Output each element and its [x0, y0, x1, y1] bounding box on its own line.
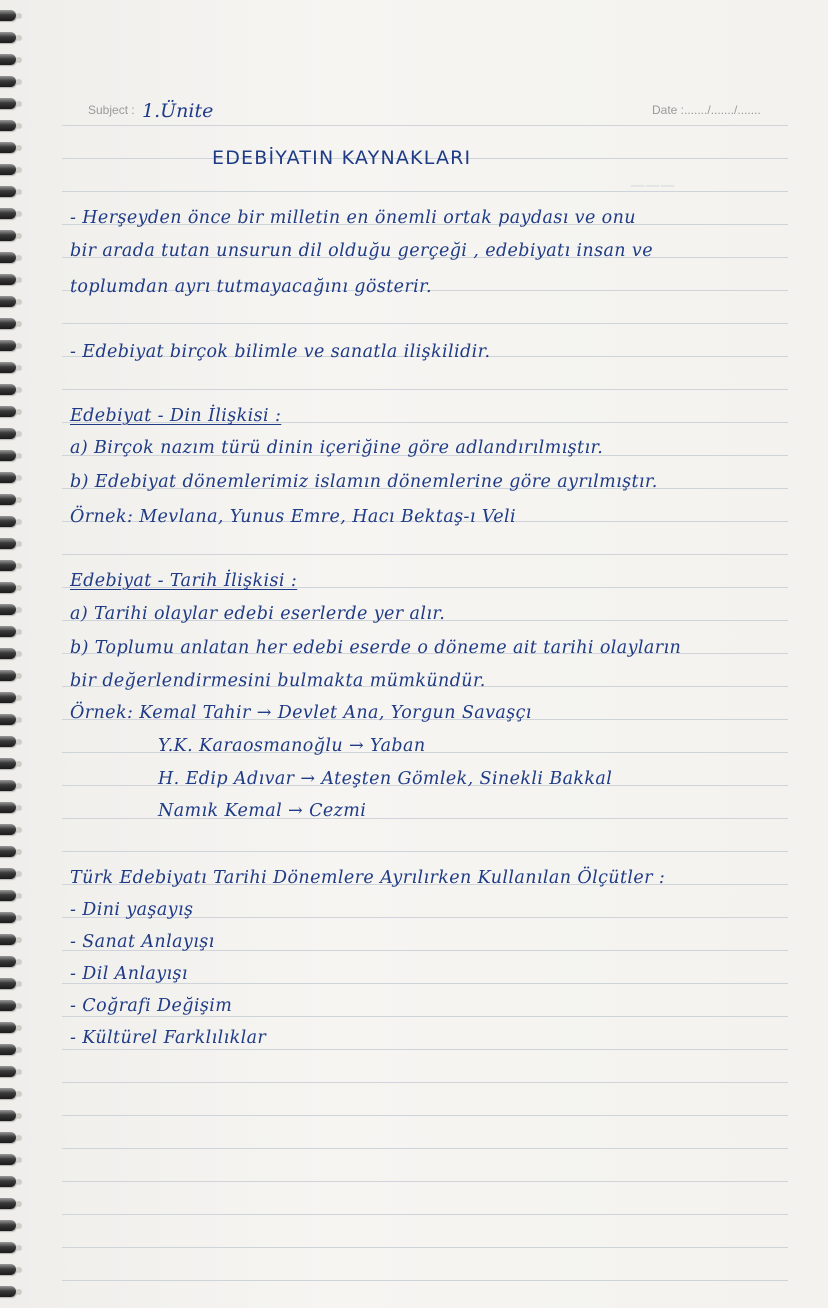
binding-hole [16, 79, 22, 85]
din-heading: Edebiyat - Din İlişkisi : [70, 406, 282, 426]
spiral-coil [0, 10, 16, 21]
binding-hole [16, 321, 22, 327]
spiral-coil [0, 230, 16, 241]
binding-hole [16, 1223, 22, 1229]
binding-hole [16, 453, 22, 459]
spiral-coil [0, 956, 16, 967]
binding-hole [16, 1003, 22, 1009]
binding-hole [16, 1047, 22, 1053]
spiral-coil [0, 890, 16, 901]
spiral-coil [0, 1110, 16, 1121]
din-example: Örnek: Mevlana, Yunus Emre, Hacı Bektaş-ı Veli [70, 507, 517, 527]
ruled-line [62, 554, 788, 555]
ruled-line [62, 1280, 788, 1281]
binding-hole [16, 1025, 22, 1031]
spiral-coil [0, 1044, 16, 1055]
tarih-item-b-line-2: bir değerlendirmesini bulmakta mümkündür. [70, 671, 486, 691]
binding-hole [16, 563, 22, 569]
spiral-coil [0, 186, 16, 197]
binding-hole [16, 299, 22, 305]
binding-hole [16, 1267, 22, 1273]
page-title: EDEBİYATIN KAYNAKLARI [212, 147, 472, 169]
spiral-coil [0, 340, 16, 351]
spiral-coil [0, 274, 16, 285]
spiral-coil [0, 1264, 16, 1275]
spiral-coil [0, 780, 16, 791]
binding-hole [16, 145, 22, 151]
binding-hole [16, 343, 22, 349]
spiral-coil [0, 1286, 16, 1297]
spiral-coil [0, 626, 16, 637]
spiral-coil [0, 384, 16, 395]
binding-hole [16, 431, 22, 437]
spiral-coil [0, 824, 16, 835]
binding-hole [16, 277, 22, 283]
ruled-line [62, 1115, 788, 1116]
binding-hole [16, 673, 22, 679]
binding-hole [16, 1157, 22, 1163]
spiral-coil [0, 1198, 16, 1209]
spiral-coil [0, 868, 16, 879]
intro-line-4: - Edebiyat birçok bilimle ve sanatla ilişkilidir. [70, 342, 491, 362]
ruled-line [62, 851, 788, 852]
ruled-line [62, 389, 788, 390]
binding-hole [16, 409, 22, 415]
spiral-coil [0, 538, 16, 549]
binding-hole [16, 871, 22, 877]
binding-hole [16, 1245, 22, 1251]
binding-hole [16, 497, 22, 503]
tarih-example-3: H. Edip Adıvar → Ateşten Gömlek, Sinekli Bakkal [158, 769, 613, 789]
intro-line-2: bir arada tutan unsurun dil olduğu gerçeği , edebiyatı insan ve [70, 241, 653, 261]
olcut-item: - Sanat Anlayışı [70, 932, 215, 952]
spiral-coil [0, 912, 16, 923]
spiral-coil [0, 516, 16, 527]
spiral-coil [0, 758, 16, 769]
tarih-example-1: Örnek: Kemal Tahir → Devlet Ana, Yorgun Savaşçı [70, 703, 532, 723]
bleed-through: ——— [630, 176, 675, 194]
spiral-coil [0, 582, 16, 593]
spiral-coil [0, 494, 16, 505]
spiral-coil [0, 1066, 16, 1077]
binding-hole [16, 13, 22, 19]
spiral-coil [0, 32, 16, 43]
binding-hole [16, 717, 22, 723]
tarih-item-a: a) Tarihi olaylar edebi eserlerde yer alır. [70, 604, 446, 624]
binding-hole [16, 519, 22, 525]
tarih-item-b-line-1: b) Toplumu anlatan her edebi eserde o döneme ait tarihi olayların [70, 638, 682, 658]
binding-hole [16, 981, 22, 987]
binding-hole [16, 1113, 22, 1119]
olcut-item: - Coğrafi Değişim [70, 996, 233, 1016]
binding-hole [16, 365, 22, 371]
subject-value: 1.Ünite [142, 100, 214, 122]
tarih-example-2: Y.K. Karaosmanoğlu → Yaban [158, 736, 426, 756]
binding-hole [16, 585, 22, 591]
binding-hole [16, 475, 22, 481]
binding-hole [16, 233, 22, 239]
spiral-coil [0, 54, 16, 65]
spiral-coil [0, 76, 16, 87]
binding-hole [16, 101, 22, 107]
spiral-coil [0, 1242, 16, 1253]
spiral-coil [0, 846, 16, 857]
spiral-coil [0, 670, 16, 681]
olcutler-heading: Türk Edebiyatı Tarihi Dönemlere Ayrılırken Kullanılan Ölçütler : [70, 868, 666, 888]
spiral-coil [0, 1088, 16, 1099]
binding-hole [16, 123, 22, 129]
binding-hole [16, 805, 22, 811]
spiral-coil [0, 406, 16, 417]
date-label: Date :......./......./....... [652, 103, 761, 117]
din-item-a: a) Birçok nazım türü dinin içeriğine göre adlandırılmıştır. [70, 438, 604, 458]
binding-hole [16, 739, 22, 745]
binding-hole [16, 761, 22, 767]
ruled-line [62, 1148, 788, 1149]
ruled-line [62, 1247, 788, 1248]
spiral-binding [0, 0, 30, 1308]
spiral-coil [0, 450, 16, 461]
spiral-coil [0, 428, 16, 439]
spiral-coil [0, 318, 16, 329]
spiral-coil [0, 1154, 16, 1165]
binding-hole [16, 1179, 22, 1185]
binding-hole [16, 1135, 22, 1141]
tarih-heading: Edebiyat - Tarih İlişkisi : [70, 571, 298, 591]
spiral-coil [0, 362, 16, 373]
spiral-coil [0, 560, 16, 571]
binding-hole [16, 607, 22, 613]
ruled-line [62, 1049, 788, 1050]
binding-hole [16, 959, 22, 965]
olcut-item: - Kültürel Farklılıklar [70, 1028, 267, 1048]
binding-hole [16, 211, 22, 217]
spiral-coil [0, 208, 16, 219]
olcut-item: - Dil Anlayışı [70, 964, 188, 984]
spiral-coil [0, 1176, 16, 1187]
spiral-coil [0, 296, 16, 307]
spiral-coil [0, 934, 16, 945]
spiral-coil [0, 164, 16, 175]
spiral-coil [0, 1220, 16, 1231]
intro-line-1: - Herşeyden önce bir milletin en önemli ortak paydası ve onu [70, 208, 636, 228]
spiral-coil [0, 604, 16, 615]
ruled-line [62, 323, 788, 324]
subject-label: Subject : [88, 103, 135, 117]
binding-hole [16, 629, 22, 635]
spiral-coil [0, 472, 16, 483]
binding-hole [16, 915, 22, 921]
spiral-coil [0, 120, 16, 131]
binding-hole [16, 35, 22, 41]
binding-hole [16, 541, 22, 547]
tarih-example-4: Namık Kemal → Cezmi [158, 801, 367, 821]
binding-hole [16, 849, 22, 855]
spiral-coil [0, 252, 16, 263]
binding-hole [16, 1069, 22, 1075]
ruled-line [62, 1214, 788, 1215]
spiral-coil [0, 142, 16, 153]
binding-hole [16, 937, 22, 943]
spiral-coil [0, 1022, 16, 1033]
binding-hole [16, 827, 22, 833]
spiral-coil [0, 1132, 16, 1143]
spiral-coil [0, 978, 16, 989]
binding-hole [16, 1201, 22, 1207]
binding-hole [16, 651, 22, 657]
ruled-line [62, 191, 788, 192]
binding-hole [16, 189, 22, 195]
binding-hole [16, 893, 22, 899]
intro-line-3: toplumdan ayrı tutmayacağını gösterir. [70, 277, 432, 297]
din-item-b: b) Edebiyat dönemlerimiz islamın dönemlerine göre ayrılmıştır. [70, 472, 658, 492]
binding-hole [16, 167, 22, 173]
spiral-coil [0, 714, 16, 725]
ruled-line [62, 1181, 788, 1182]
binding-hole [16, 695, 22, 701]
binding-hole [16, 1289, 22, 1295]
spiral-coil [0, 692, 16, 703]
spiral-coil [0, 1000, 16, 1011]
binding-hole [16, 1091, 22, 1097]
ruled-line [62, 1082, 788, 1083]
spiral-coil [0, 736, 16, 747]
spiral-coil [0, 648, 16, 659]
olcut-item: - Dini yaşayış [70, 900, 194, 920]
binding-hole [16, 387, 22, 393]
spiral-coil [0, 98, 16, 109]
binding-hole [16, 57, 22, 63]
ruled-line [62, 1016, 788, 1017]
binding-hole [16, 255, 22, 261]
spiral-coil [0, 802, 16, 813]
ruled-line [62, 125, 788, 126]
binding-hole [16, 783, 22, 789]
